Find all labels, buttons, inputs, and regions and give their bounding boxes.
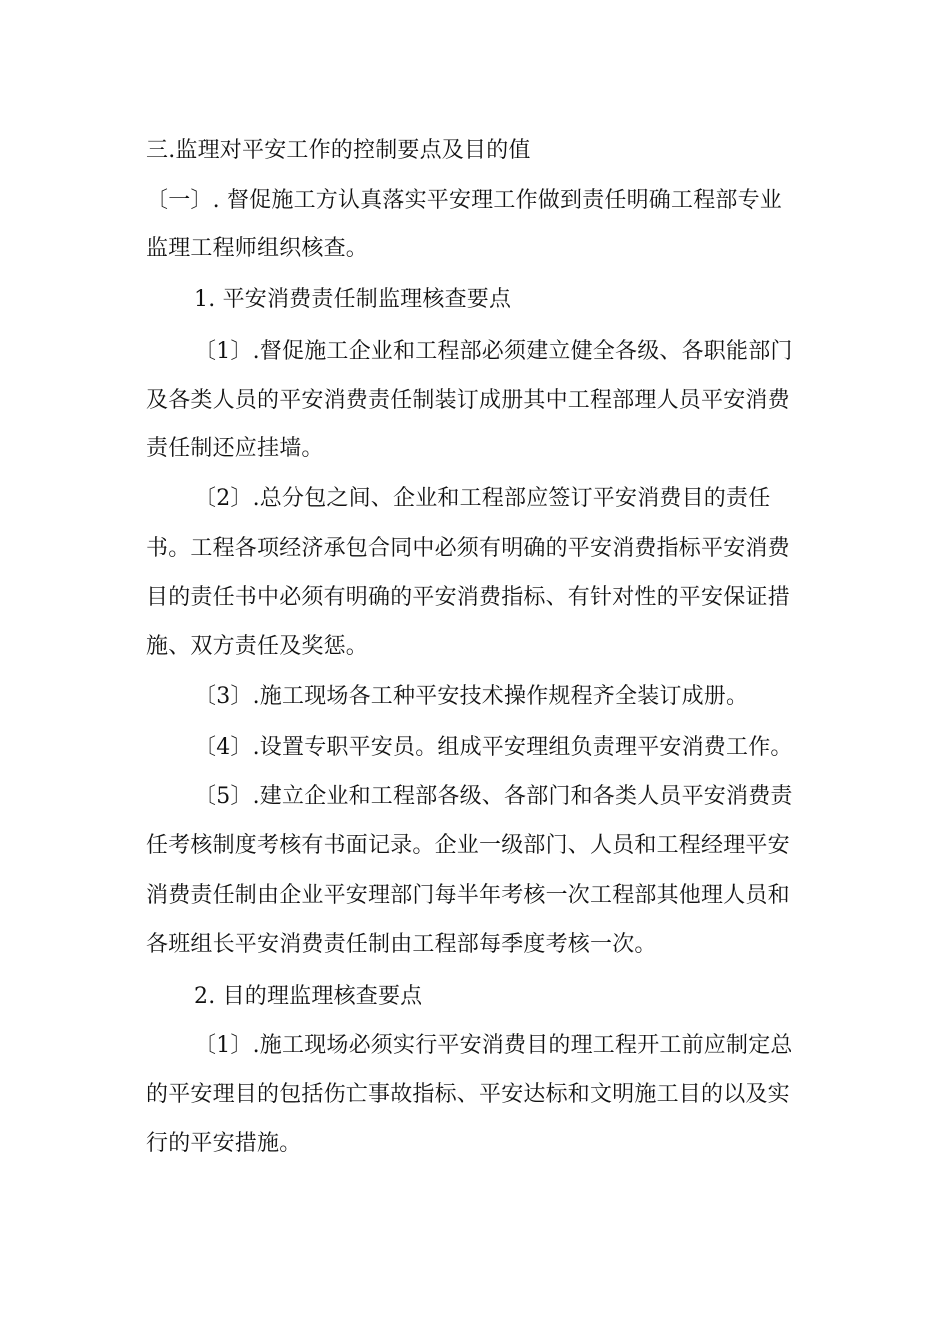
- paragraph-3: 〔3〕.施工现场各工种平安技术操作规程齐全装订成册。: [194, 684, 749, 709]
- paragraph-4: 〔4〕.设置专职平安员。组成平安理组负责理平安消费工作。: [194, 735, 793, 760]
- item-heading-1: 1. 平安消费责任制监理核查要点: [194, 287, 512, 312]
- subsection-heading-line-2: 监理工程师组织核查。: [146, 236, 369, 261]
- subsection-heading-line-1: 〔一〕. 督促施工方认真落实平安理工作做到责任明确工程部专业: [146, 188, 782, 213]
- paragraph-6-line-3: 行的平安措施。: [146, 1131, 302, 1156]
- paragraph-5-line-1: 〔5〕.建立企业和工程部各级、各部门和各类人员平安消费责: [194, 784, 793, 809]
- paragraph-5-line-3: 消费责任制由企业平安理部门每半年考核一次工程部其他理人员和: [146, 883, 790, 908]
- paragraph-1-line-3: 责任制还应挂墙。: [146, 436, 324, 461]
- paragraph-2-line-4: 施、双方责任及奖惩。: [146, 634, 369, 659]
- paragraph-6-line-1: 〔1〕.施工现场必须实行平安消费目的理工程开工前应制定总: [194, 1033, 793, 1058]
- paragraph-1-line-2: 及各类人员的平安消费责任制装订成册其中工程部理人员平安消费: [146, 388, 790, 413]
- section-heading: 三.监理对平安工作的控制要点及目的值: [146, 138, 531, 163]
- paragraph-2-line-1: 〔2〕.总分包之间、企业和工程部应签订平安消费目的责任: [194, 486, 771, 511]
- paragraph-6-line-2: 的平安理目的包括伤亡事故指标、平安达标和文明施工目的以及实: [146, 1082, 790, 1107]
- paragraph-2-line-3: 目的责任书中必须有明确的平安消费指标、有针对性的平安保证措: [146, 585, 790, 610]
- paragraph-2-line-2: 书。工程各项经济承包合同中必须有明确的平安消费指标平安消费: [146, 536, 790, 561]
- paragraph-5-line-2: 任考核制度考核有书面记录。企业一级部门、人员和工程经理平安: [146, 833, 790, 858]
- item-heading-2: 2. 目的理监理核查要点: [194, 984, 423, 1009]
- paragraph-5-line-4: 各班组长平安消费责任制由工程部每季度考核一次。: [146, 932, 657, 957]
- paragraph-1-line-1: 〔1〕.督促施工企业和工程部必须建立健全各级、各职能部门: [194, 339, 793, 364]
